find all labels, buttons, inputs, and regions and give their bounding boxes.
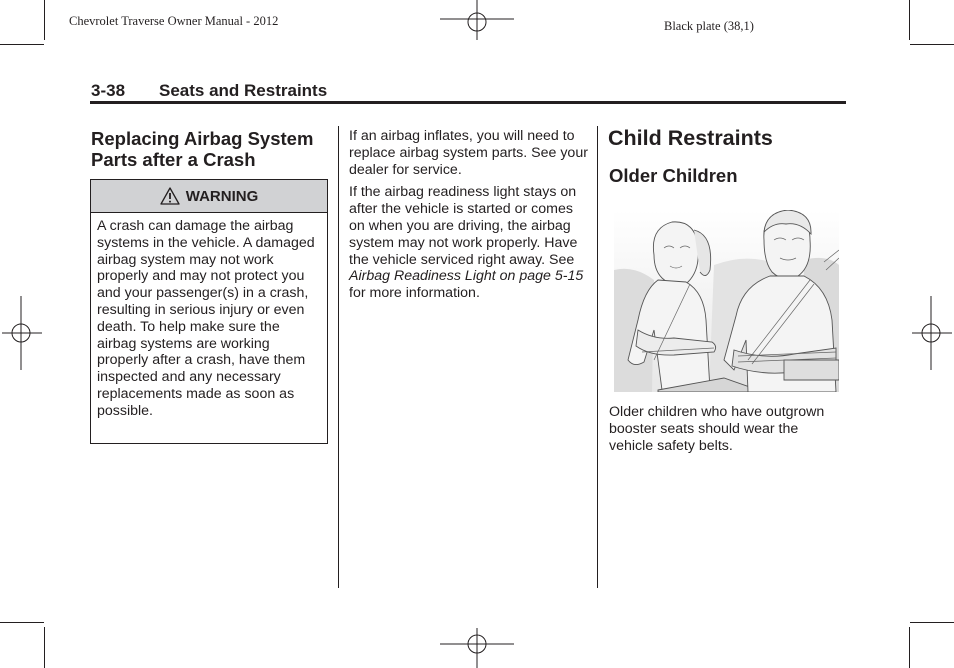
heading-replacing-airbag: Replacing Airbag System Parts after a Crash (91, 128, 314, 170)
paragraph-tail: for more information. (349, 285, 480, 302)
registration-mark-icon (912, 296, 954, 370)
crop-mark (909, 627, 910, 668)
crop-mark (910, 44, 954, 45)
crop-mark (0, 44, 44, 45)
warning-box (90, 179, 328, 444)
section-header (91, 81, 327, 101)
heading-older-children: Older Children (609, 165, 738, 186)
column-divider (338, 126, 339, 588)
cross-reference-link[interactable]: Airbag Readiness Light on page 5-15 (349, 268, 584, 285)
running-head: Chevrolet Traverse Owner Manual - 2012 (69, 14, 279, 28)
warning-text: A crash can damage the airbag systems in the vehicle. A damaged airbag system may not work properly and may not protect you and your passenger(s) in a crash, resulting in serious injury or even death. To help make sure the airbag systems are working properly after a crash, have them inspected and any necessary replacements made as soon as possible. (97, 218, 315, 419)
warning-label: WARNING (185, 187, 259, 205)
section-rule (90, 101, 846, 104)
crop-mark (910, 622, 954, 623)
paragraph-text: If the airbag readiness light stays on after the vehicle is started or comes on when you are driving, the airbag system may not work properly. Have the vehicle serviced right away. See (349, 184, 578, 268)
paragraph (349, 184, 589, 302)
heading-child-restraints: Child Restraints (608, 126, 773, 150)
column-2-text (349, 128, 589, 308)
crop-mark (909, 0, 910, 40)
registration-mark-icon (0, 296, 42, 370)
paragraph: If an airbag inflates, you will need to replace airbag system parts. See your dealer for service. (349, 128, 588, 178)
registration-mark-icon (440, 626, 514, 668)
column-divider (597, 126, 598, 588)
crop-mark (44, 627, 45, 668)
illustration-caption: Older children who have outgrown booster seats should wear the vehicle safety belts. (609, 404, 825, 454)
crop-mark (0, 622, 44, 623)
section-title: Seats and Restraints (159, 81, 328, 100)
warning-header (91, 180, 327, 213)
warning-triangle-icon (160, 187, 180, 205)
older-children-seat-belts-illustration (614, 210, 839, 392)
plate-label: Black plate (38,1) (664, 19, 754, 33)
registration-mark-icon (440, 0, 514, 42)
page-number: 3-38 (91, 81, 126, 100)
older-children-illustration (614, 210, 839, 392)
crop-mark (44, 0, 45, 40)
